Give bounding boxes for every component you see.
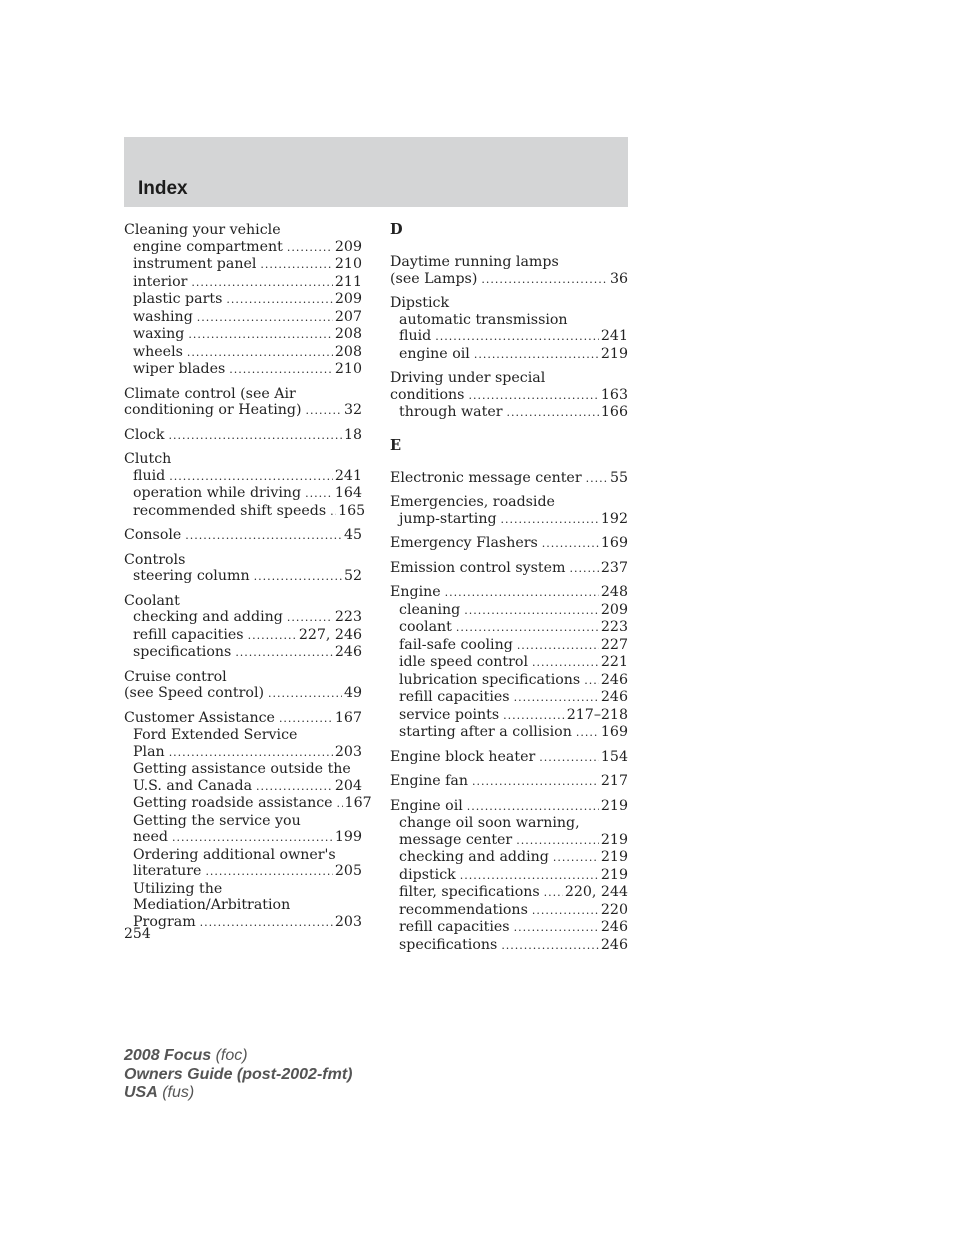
entry-page-number: 32 (343, 402, 362, 418)
entry-page-number: 217 (600, 773, 628, 789)
dot-leader (248, 628, 297, 645)
section-letter-d: D (390, 221, 403, 238)
dot-leader (185, 528, 342, 545)
entry-page-number: 203 (334, 913, 362, 930)
index-entry (124, 427, 362, 445)
dot-leader (507, 405, 599, 422)
entry-text: Driving under special (390, 370, 546, 386)
index-subentry (124, 274, 362, 292)
entry-text: through water (399, 404, 503, 420)
dot-leader (501, 938, 599, 955)
entry-text: Program (133, 913, 196, 930)
entry-text: lubrication specifications (399, 671, 581, 688)
entry-text: recommended shift speeds (133, 502, 327, 519)
index-entry (390, 798, 628, 955)
dot-leader (169, 469, 333, 486)
index-subentry (124, 744, 362, 762)
index-subentry (124, 644, 362, 662)
entry-text: change oil soon warning, (399, 815, 580, 831)
index-subentry (390, 707, 628, 725)
entry-page-number: 237 (600, 559, 628, 576)
entry-text: service points (399, 706, 500, 723)
index-subentry (124, 847, 362, 864)
index-heading (390, 560, 628, 578)
dot-leader (514, 690, 599, 707)
entry-page-number: 219 (600, 866, 628, 883)
index-heading (124, 386, 362, 403)
index-heading (124, 669, 362, 686)
index-subentry (124, 863, 362, 881)
entry-page-number: 223 (334, 609, 362, 625)
entry-text: conditions (390, 386, 465, 403)
entry-text: (see Lamps) (390, 270, 478, 287)
entry-page-number: 55 (609, 469, 628, 486)
entry-page-number: 163 (600, 386, 628, 403)
index-subentry (124, 881, 362, 898)
entry-page-number: 154 (600, 748, 628, 765)
footer-market-code: (fus) (157, 1084, 195, 1101)
entry-text: Emergencies, roadside (390, 494, 555, 510)
entry-page-number: 219 (600, 831, 628, 848)
entry-text: instrument panel (133, 256, 257, 272)
dot-leader (435, 329, 599, 346)
entry-text: U.S. and Canada (133, 777, 253, 794)
dot-leader (235, 645, 333, 662)
entry-text: (see Speed control) (124, 685, 265, 701)
entry-page-number: 220 (600, 901, 628, 918)
entry-text: Electronic message center (390, 469, 582, 486)
entry-text: cleaning (399, 601, 461, 618)
entry-page-number: 192 (600, 510, 628, 527)
document-footer (124, 1047, 352, 1103)
index-entry (390, 254, 628, 288)
dot-leader (188, 327, 333, 344)
footer-model: 2008 Focus (124, 1047, 212, 1064)
entry-text: Climate control (see Air (124, 385, 296, 402)
index-subentry (390, 672, 628, 690)
entry-text: conditioning or Heating) (124, 402, 302, 418)
entry-page-number: 18 (343, 426, 362, 443)
index-heading (124, 527, 362, 545)
index-subentry (390, 919, 628, 937)
index-entry (124, 527, 362, 545)
entry-page-number: 246 (334, 644, 362, 660)
index-entry (390, 494, 628, 528)
d-entries (390, 254, 628, 422)
entry-text: fluid (399, 328, 432, 344)
dot-leader (279, 711, 333, 728)
entry-text: steering column (133, 568, 250, 584)
dot-leader (229, 362, 333, 379)
dot-leader (445, 585, 599, 602)
index-subentry (124, 627, 362, 645)
entry-page-number: 227, 246 (298, 626, 362, 643)
index-subentry (390, 619, 628, 637)
entry-text: coolant (399, 619, 452, 635)
index-subentry (124, 914, 362, 932)
entry-page-number: 169 (600, 535, 628, 551)
index-subentry (390, 937, 628, 955)
entry-page-number: 167 (344, 795, 372, 811)
index-subentry (124, 239, 362, 257)
index-heading (390, 470, 628, 488)
entry-page-number: 167 (334, 709, 362, 726)
entry-text: Clock (124, 426, 165, 443)
page-number: 254 (124, 926, 151, 942)
index-entry (124, 669, 362, 703)
index-heading (390, 295, 628, 312)
dot-leader (460, 868, 599, 885)
entry-text: fail-safe cooling (399, 636, 513, 653)
index-subentry (390, 724, 628, 742)
dot-leader (553, 850, 599, 867)
header-band (124, 137, 628, 207)
entry-page-number: 209 (334, 291, 362, 307)
entry-text: waxing (133, 326, 185, 342)
index-subentry (124, 326, 362, 344)
entry-page-number: 241 (600, 328, 628, 344)
index-subentry (390, 902, 628, 920)
index-subentry (390, 849, 628, 867)
dot-leader (187, 345, 333, 362)
index-subentry (390, 346, 628, 364)
entry-text: Getting assistance outside the (133, 761, 351, 777)
dot-leader (586, 471, 608, 488)
index-subentry (124, 761, 362, 778)
entry-text: message center (399, 831, 513, 848)
entry-text: Mediation/Arbitration (133, 897, 291, 913)
entry-text: recommendations (399, 901, 528, 918)
index-heading (390, 773, 628, 791)
entry-page-number: 221 (600, 654, 628, 670)
entry-text: automatic transmission (399, 311, 568, 328)
index-heading (390, 370, 628, 387)
index-entry (124, 451, 366, 520)
dot-leader (464, 603, 599, 620)
dot-leader (503, 708, 565, 725)
entry-text: wheels (133, 343, 183, 360)
entry-page-number: 219 (600, 345, 628, 362)
dot-leader (287, 610, 333, 627)
entry-text: Coolant (124, 592, 180, 609)
footer-market: USA (124, 1084, 158, 1101)
index-heading (390, 271, 628, 289)
index-subentry (124, 813, 362, 830)
entry-page-number: 49 (343, 685, 362, 701)
entry-page-number: 164 (334, 485, 362, 501)
dot-leader (474, 347, 599, 364)
index-entry (124, 552, 362, 586)
dot-leader (516, 833, 599, 850)
entry-text: Engine oil (390, 797, 463, 814)
index-subentry (124, 344, 362, 362)
entry-text: Getting the service you (133, 812, 301, 829)
dot-leader (468, 388, 598, 405)
index-subentry (390, 511, 628, 529)
dot-leader (514, 920, 599, 937)
dot-leader (584, 673, 599, 690)
entry-text: Clutch (124, 451, 172, 467)
index-subentry (124, 361, 362, 379)
entry-text: refill capacities (133, 626, 244, 643)
index-heading (124, 552, 362, 569)
dot-leader (305, 403, 341, 420)
dot-leader (305, 486, 333, 503)
entry-text: filter, specifications (399, 884, 540, 900)
dot-leader (200, 915, 333, 932)
dot-leader (172, 830, 333, 847)
entry-page-number: 217–218 (566, 706, 628, 723)
entry-text: Ford Extended Service (133, 727, 298, 743)
dot-leader (576, 725, 599, 742)
entry-text: Console (124, 527, 182, 543)
entry-text: literature (133, 863, 202, 879)
entry-text: Customer Assistance (124, 709, 275, 726)
dot-leader (532, 655, 599, 672)
entry-text: Cruise control (124, 668, 227, 685)
dot-leader (168, 428, 341, 445)
index-column-left (124, 222, 372, 938)
index-subentry (390, 815, 628, 832)
entry-text: Controls (124, 551, 186, 568)
dot-leader (481, 272, 608, 289)
index-entry (124, 709, 372, 932)
index-entry (390, 470, 628, 488)
index-heading (124, 222, 362, 239)
index-subentry (390, 328, 628, 346)
index-subentry (124, 256, 362, 274)
entry-text: wiper blades (133, 361, 226, 377)
index-heading (390, 749, 628, 767)
footer-model-code: (foc) (211, 1047, 248, 1064)
entry-page-number: 220, 244 (564, 884, 628, 900)
index-subentry (124, 778, 362, 796)
dot-leader (472, 774, 599, 791)
entry-page-number: 203 (334, 743, 362, 760)
index-subentry (390, 312, 628, 329)
index-heading (390, 494, 628, 511)
entry-text: Utilizing the (133, 880, 223, 897)
section-letter-e: E (390, 436, 402, 454)
entry-page-number: 165 (338, 502, 366, 519)
index-entry (124, 222, 362, 379)
entry-page-number: 209 (334, 238, 362, 255)
footer-guide: Owners Guide (post-2002-fmt) (124, 1065, 353, 1083)
entry-page-number: 45 (343, 527, 362, 543)
dot-leader (544, 885, 563, 902)
index-column-right (390, 222, 628, 961)
entry-text: Plan (133, 743, 165, 760)
index-entry (124, 593, 362, 662)
entry-text: Emission control system (390, 559, 566, 576)
entry-page-number: 211 (334, 273, 362, 290)
entry-text: engine compartment (133, 238, 283, 255)
index-subentry (124, 485, 362, 503)
entry-text: Engine block heater (390, 748, 536, 765)
entry-page-number: 166 (600, 404, 628, 420)
entry-page-number: 223 (600, 619, 628, 635)
index-subentry (390, 602, 628, 620)
entry-page-number: 246 (600, 936, 628, 953)
entry-text: Engine (390, 584, 441, 600)
entry-page-number: 169 (600, 724, 628, 740)
dot-leader (256, 779, 333, 796)
entry-text: Ordering additional owner's (133, 846, 336, 863)
index-subentry (124, 795, 372, 813)
entry-page-number: 208 (334, 343, 362, 360)
dot-leader (287, 240, 333, 257)
entry-text: plastic parts (133, 291, 223, 307)
entry-page-number: 36 (609, 270, 628, 287)
index-heading (390, 254, 628, 271)
dot-leader (191, 275, 332, 292)
entry-page-number: 210 (334, 256, 362, 272)
dot-leader (169, 745, 333, 762)
footer-line-guide (124, 1066, 352, 1085)
dot-leader (268, 686, 342, 703)
dot-leader (226, 292, 333, 309)
index-subentry (124, 829, 362, 847)
index-entry (390, 560, 628, 578)
entry-text: washing (133, 308, 193, 325)
entry-page-number: 248 (600, 584, 628, 600)
dot-leader (517, 638, 599, 655)
entry-text: interior (133, 273, 188, 290)
index-subentry (124, 309, 362, 327)
index-subentry (124, 897, 362, 914)
entry-text: checking and adding (133, 609, 283, 625)
index-heading (390, 535, 628, 553)
index-heading (390, 798, 628, 816)
dot-leader (569, 561, 598, 578)
entry-text: fluid (133, 467, 166, 484)
entry-text: need (133, 829, 169, 845)
index-entry (390, 370, 628, 422)
dot-leader (539, 750, 599, 767)
index-subentry (390, 832, 628, 850)
entry-text: refill capacities (399, 919, 510, 935)
entry-text: specifications (399, 936, 498, 953)
entry-text: dipstick (399, 866, 456, 883)
entry-page-number: 209 (600, 601, 628, 618)
page-title: Index (138, 178, 188, 199)
index-subentry (390, 654, 628, 672)
entry-page-number: 210 (334, 361, 362, 377)
dot-leader (197, 310, 333, 327)
index-entry (390, 535, 628, 553)
entry-text: refill capacities (399, 689, 510, 705)
entry-text: Daytime running lamps (390, 254, 559, 270)
dot-leader (205, 864, 332, 881)
index-subentry (124, 609, 362, 627)
dot-leader (532, 903, 599, 920)
index-heading (390, 387, 628, 405)
index-heading (124, 402, 362, 420)
entry-page-number: 52 (343, 568, 362, 584)
entry-page-number: 219 (600, 797, 628, 814)
entry-text: engine oil (399, 345, 470, 362)
entry-page-number: 207 (334, 308, 362, 325)
dot-leader (260, 257, 333, 274)
entry-text: operation while driving (133, 485, 302, 501)
index-heading (124, 685, 362, 703)
entry-page-number: 246 (600, 919, 628, 935)
index-subentry (124, 468, 362, 486)
entry-text: starting after a collision (399, 724, 572, 740)
entry-page-number: 241 (334, 467, 362, 484)
entry-page-number: 208 (334, 326, 362, 342)
index-subentry (124, 568, 362, 586)
entry-text: Emergency Flashers (390, 535, 538, 551)
index-subentry (124, 291, 362, 309)
index-subentry (390, 884, 628, 902)
entry-text: Dipstick (390, 295, 450, 311)
entry-text: checking and adding (399, 849, 549, 865)
dot-leader (456, 620, 599, 637)
entry-page-number: 199 (334, 829, 362, 845)
entry-text: Getting roadside assistance (133, 795, 333, 811)
entry-page-number: 246 (600, 689, 628, 705)
dot-leader (501, 512, 599, 529)
index-entry (390, 584, 628, 742)
dot-leader (330, 504, 336, 521)
index-heading (124, 451, 362, 468)
dot-leader (467, 799, 599, 816)
index-subentry (390, 689, 628, 707)
entry-text: specifications (133, 644, 232, 660)
dot-leader (337, 796, 343, 813)
dot-leader (542, 536, 599, 553)
index-subentry (390, 867, 628, 885)
index-entry (124, 386, 362, 420)
index-heading (390, 584, 628, 602)
dot-leader (254, 569, 342, 586)
entry-text: jump-starting (399, 510, 497, 527)
index-heading (124, 710, 362, 728)
entry-page-number: 205 (334, 863, 362, 879)
footer-line-market (124, 1084, 352, 1103)
entry-page-number: 219 (600, 849, 628, 865)
entry-text: idle speed control (399, 654, 528, 670)
index-subentry (124, 502, 366, 521)
entry-text: Engine fan (390, 773, 469, 789)
entry-page-number: 204 (334, 777, 362, 794)
index-entry (390, 749, 628, 767)
index-heading (124, 593, 362, 610)
index-subentry (390, 637, 628, 655)
index-subentry (390, 404, 628, 422)
entry-text: Cleaning your vehicle (124, 222, 281, 238)
index-entry (390, 295, 628, 363)
entry-page-number: 246 (600, 671, 628, 688)
footer-line-model (124, 1047, 352, 1066)
index-subentry (124, 727, 362, 744)
e-entries (390, 470, 628, 955)
index-heading (124, 427, 362, 445)
index-entry (390, 773, 628, 791)
entry-page-number: 227 (600, 636, 628, 653)
